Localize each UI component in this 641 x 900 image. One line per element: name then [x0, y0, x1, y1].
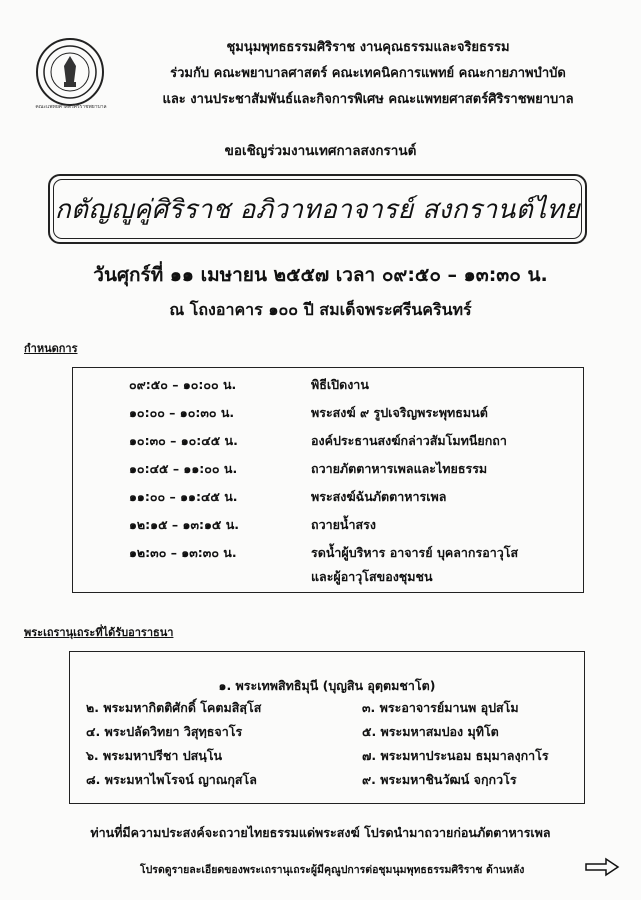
schedule-label: กำหนดการ [24, 342, 78, 355]
monks-label: พระเถรานุเถระที่ได้รับอาราธนา [24, 626, 174, 639]
footer-note: โปรดดูรายละเอียดของพระเถรานุเถระผู้มีคุณูปการต่อชุมนุมพุทธธรรมศิริราช ด้านหลัง [140, 864, 525, 876]
siriraj-logo [36, 38, 104, 106]
monk-item: ๖. พระมหาปรีชา ปสนฺโน [86, 748, 223, 763]
header-line-2: ร่วมกับ คณะพยาบาลศาสตร์ คณะเทคนิคการแพทย์ คณะกายภาพบำบัด [170, 66, 566, 81]
schedule-row [73, 375, 583, 403]
header-line-1: ชุมนุมพุทธธรรมศิริราช งานคุณธรรมและจริยธรรม [226, 40, 510, 55]
monk-item: ๕. พระมหาสมปอง มุทิโต [362, 724, 499, 739]
schedule-activity: พิธีเปิดงาน [311, 377, 369, 392]
schedule-time: ๑๐:๔๕ – ๑๑:๐๐ น. [129, 461, 238, 476]
monks-box [69, 651, 585, 804]
schedule-time: ๑๑:๐๐ – ๑๑:๔๕ น. [129, 489, 238, 504]
schedule-time: ๑๐:๐๐ – ๑๐:๓๐ น. [129, 405, 235, 420]
invitation-text: ขอเชิญร่วมงานเทศกาลสงกรานต์ [224, 143, 417, 159]
monk-item: ๗. พระมหาประนอม ธมฺมาลงฺกาโร [362, 748, 549, 763]
schedule-activity-continued: และผู้อาวุโสของชุมชน [311, 569, 433, 584]
monk-chief: ๑. พระเทพสิทธิมุนี (บุญสิน อุตฺตมชาโต) [218, 678, 436, 693]
schedule-time: ๐๙:๕๐ – ๑๐:๐๐ น. [129, 377, 237, 392]
schedule-box [72, 367, 584, 593]
emblem-icon [40, 42, 100, 102]
arrow-right-icon [584, 857, 620, 877]
schedule-row [73, 431, 583, 459]
monk-item: ๔. พระปลัดวิทยา วิสุทฺธจาโร [86, 724, 243, 739]
event-venue: ณ โถงอาคาร ๑๐๐ ปี สมเด็จพระศรีนครินทร์ [169, 300, 472, 319]
logo-caption: คณะแพทยศาสตร์ศิริราชพยาบาล [35, 104, 107, 110]
schedule-activity: พระสงฆ์ ๙ รูปเจริญพระพุทธมนต์ [311, 405, 488, 420]
schedule-row [73, 459, 583, 487]
header-line-3: และ งานประชาสัมพันธ์และกิจการพิเศษ คณะแพทยศาสตร์ศิริราชพยาบาล [162, 92, 574, 107]
event-date: วันศุกร์ที่ ๑๑ เมษายน ๒๕๕๗ เวลา ๐๙:๕๐ – ๑๓:๓๐ น. [93, 264, 548, 286]
schedule-activity: ถวายน้ำสรง [311, 517, 376, 532]
schedule-activity: ถวายภัตตาหารเพลและไทยธรรม [311, 461, 488, 476]
offering-note: ท่านที่มีความประสงค์จะถวายไทยธรรมแด่พระสงฆ์ โปรดนำมาถวายก่อนภัตตาหารเพล [90, 825, 551, 840]
monk-item: ๒. พระมหากิตติศักดิ์ โคตมสิสฺโส [86, 700, 262, 715]
schedule-time: ๑๒:๓๐ – ๑๓:๓๐ น. [129, 545, 237, 560]
schedule-time: ๑๒:๑๕ – ๑๓:๑๕ น. [129, 517, 240, 532]
schedule-row [73, 487, 583, 515]
schedule-time: ๑๐:๓๐ – ๑๐:๔๕ น. [129, 433, 238, 448]
schedule-row [73, 543, 583, 589]
schedule-activity: รดน้ำผู้บริหาร อาจารย์ บุคลากรอาวุโส [311, 545, 519, 560]
schedule-activity: พระสงฆ์ฉันภัตตาหารเพล [311, 489, 447, 504]
schedule-row [73, 403, 583, 431]
banner-title: กตัญญูคู่ศิริราช อภิวาทอาจารย์ สงกรานต์ไทย [53, 179, 582, 239]
schedule-row [73, 515, 583, 543]
monk-item: ๓. พระอาจารย์มานพ อุปสโม [362, 700, 519, 715]
monk-item: ๘. พระมหาไพโรจน์ ญาณกุสโล [86, 772, 257, 787]
monk-item: ๙. พระมหาชินวัฒน์ จกฺกวโร [362, 772, 517, 787]
schedule-activity: องค์ประธานสงฆ์กล่าวสัมโมทนียกถา [311, 433, 507, 448]
event-banner [48, 174, 587, 244]
